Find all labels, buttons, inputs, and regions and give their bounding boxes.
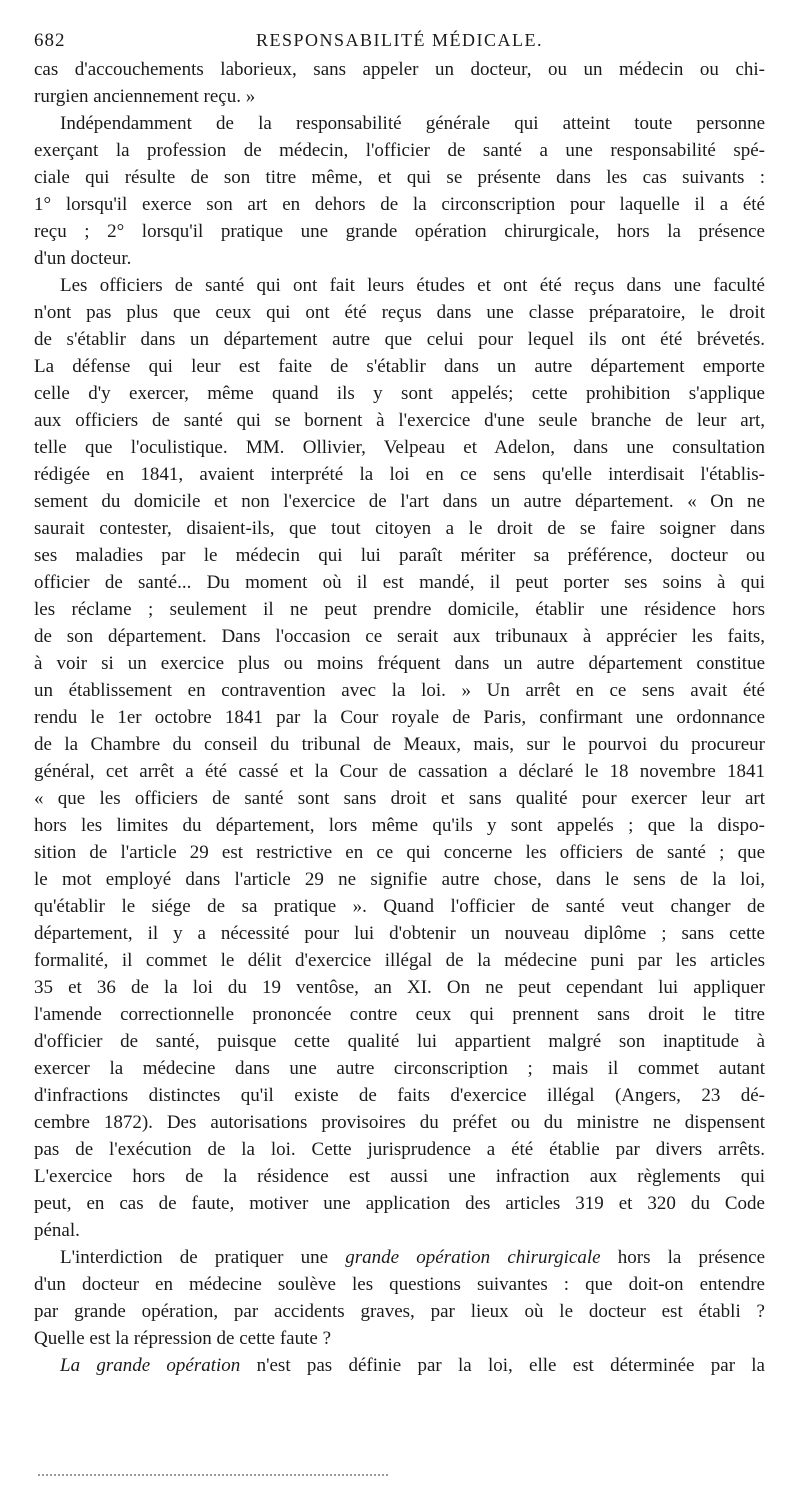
text-line: les réclame ; seulement il ne peut prendre domicile, établir une résidence hors <box>34 599 765 620</box>
italic-phrase: La grande opération <box>60 1355 241 1376</box>
text-line: Les officiers de santé qui ont fait leurs études et ont été reçus dans une faculté <box>60 275 765 296</box>
text-line: pénal. <box>34 1220 80 1241</box>
running-title: RESPONSABILITÉ MÉDICALE. <box>256 30 543 50</box>
text-line <box>34 1244 765 1271</box>
text-line: de la Chambre du conseil du tribunal de Meaux, mais, sur le pourvoi du procureur <box>34 734 765 755</box>
text-line: d'infractions distinctes qu'il existe de faits d'exercice illégal (Angers, 23 dé- <box>34 1085 765 1106</box>
text-line: sement du domicile et non l'exercice de l'art dans un autre département. « On ne <box>34 491 765 512</box>
text-line <box>34 1352 765 1379</box>
text-line: telle que l'oculistique. MM. Ollivier, Velpeau et Adelon, dans une consultation <box>34 437 765 458</box>
text-line: d'un docteur en médecine soulève les questions suivantes : que doit-on entendre <box>34 1274 765 1295</box>
text-line: de s'établir dans un département autre que celui pour lequel ils ont été brévetés. <box>34 329 765 350</box>
text-line: l'amende correctionnelle prononcée contre ceux qui prennent sans droit le titre <box>34 1004 765 1025</box>
text-line: Quelle est la répression de cette faute ? <box>34 1328 331 1349</box>
text-line: le mot employé dans l'article 29 ne signifie autre chose, dans le sens de la loi, <box>34 869 765 890</box>
text-line: Indépendamment de la responsabilité générale qui atteint toute personne <box>60 113 765 134</box>
text-line: 35 et 36 de la loi du 19 ventôse, an XI. On ne peut cependant lui appliquer <box>34 977 765 998</box>
text-line: La défense qui leur est faite de s'établir dans un autre département emporte <box>34 356 765 377</box>
text-line: rédigée en 1841, avaient interprété la loi en ce sens qu'elle interdisait l'établis- <box>34 464 765 485</box>
text-line: par grande opération, par accidents graves, par lieux où le docteur est établi ? <box>34 1301 765 1322</box>
page-number: 682 <box>34 30 66 51</box>
text-line: saurait contester, disaient-ils, que tout citoyen a le droit de se faire soigner dans <box>34 518 765 539</box>
text-line: exerçant la profession de médecin, l'officier de santé a une responsabilité spé- <box>34 140 765 161</box>
text-line: de son département. Dans l'occasion ce serait aux tribunaux à apprécier les faits, <box>34 626 765 647</box>
text-line: « que les officiers de santé sont sans droit et sans qualité pour exercer leur art <box>34 788 765 809</box>
text-line: à voir si un exercice plus ou moins fréquent dans un autre département constitue <box>34 653 765 674</box>
text-line: aux officiers de santé qui se bornent à l'exercice d'une seule branche de leur art, <box>34 410 765 431</box>
text-line: département, il y a nécessité pour lui d'obtenir un nouveau diplôme ; sans cette <box>34 923 765 944</box>
text-line: peut, en cas de faute, motiver une application des articles 319 et 320 du Code <box>34 1193 765 1214</box>
text-line: qu'établir le siége de sa pratique ». Quand l'officier de santé veut changer de <box>34 896 765 917</box>
text-fragment: hors la présence <box>600 1247 766 1268</box>
footer-rule <box>38 1474 388 1476</box>
text-line: cas d'accouchements laborieux, sans appeler un docteur, ou un médecin ou chi- <box>34 59 765 80</box>
running-head <box>34 30 765 56</box>
text-line: officier de santé... Du moment où il est mandé, il peut porter ses soins à qui <box>34 572 765 593</box>
text-line: reçu ; 2° lorsqu'il pratique une grande opération chirurgicale, hors la présence <box>34 221 765 242</box>
text-line: formalité, il commet le délit d'exercice illégal de la médecine puni par les articles <box>34 950 765 971</box>
text-line: ses maladies par le médecin qui lui paraît mériter sa préférence, docteur ou <box>34 545 765 566</box>
text-line: sition de l'article 29 est restrictive en ce qui concerne les officiers de santé ; que <box>34 842 765 863</box>
text-line: ciale qui résulte de son titre même, et qui se présente dans les cas suivants : <box>34 167 765 188</box>
text-line: cembre 1872). Des autorisations provisoires du préfet ou du ministre ne dispensent <box>34 1112 765 1133</box>
text-fragment: L'interdiction de pratiquer une <box>60 1247 346 1268</box>
book-page <box>34 30 765 1379</box>
italic-phrase: grande opération chirurgicale <box>345 1247 601 1268</box>
text-line: d'officier de santé, puisque cette qualité lui appartient malgré son inaptitude à <box>34 1031 765 1052</box>
text-line: celle d'y exercer, même quand ils y sont appelés; cette prohibition s'applique <box>34 383 765 404</box>
text-line: exercer la médecine dans une autre circonscription ; mais il commet autant <box>34 1058 765 1079</box>
text-line: rendu le 1er octobre 1841 par la Cour royale de Paris, confirmant une ordonnance <box>34 707 765 728</box>
text-line: un établissement en contravention avec la loi. » Un arrêt en ce sens avait été <box>34 680 765 701</box>
text-fragment: n'est pas définie par la loi, elle est déterminée par la <box>240 1355 765 1376</box>
text-line: général, cet arrêt a été cassé et la Cour de cassation a déclaré le 18 novembre 1841 <box>34 761 765 782</box>
text-line: 1° lorsqu'il exerce son art en dehors de la circonscription pour laquelle il a été <box>34 194 765 215</box>
text-line: rurgien anciennement reçu. » <box>34 86 256 107</box>
body-text <box>34 56 765 1379</box>
text-line: d'un docteur. <box>34 248 132 269</box>
text-line: L'exercice hors de la résidence est aussi une infraction aux règlements qui <box>34 1166 765 1187</box>
text-line: pas de l'exécution de la loi. Cette jurisprudence a été établie par divers arrêts. <box>34 1139 765 1160</box>
text-line: n'ont pas plus que ceux qui ont été reçus dans une classe préparatoire, le droit <box>34 302 765 323</box>
text-line: hors les limites du département, lors même qu'ils y sont appelés ; que la dispo- <box>34 815 765 836</box>
